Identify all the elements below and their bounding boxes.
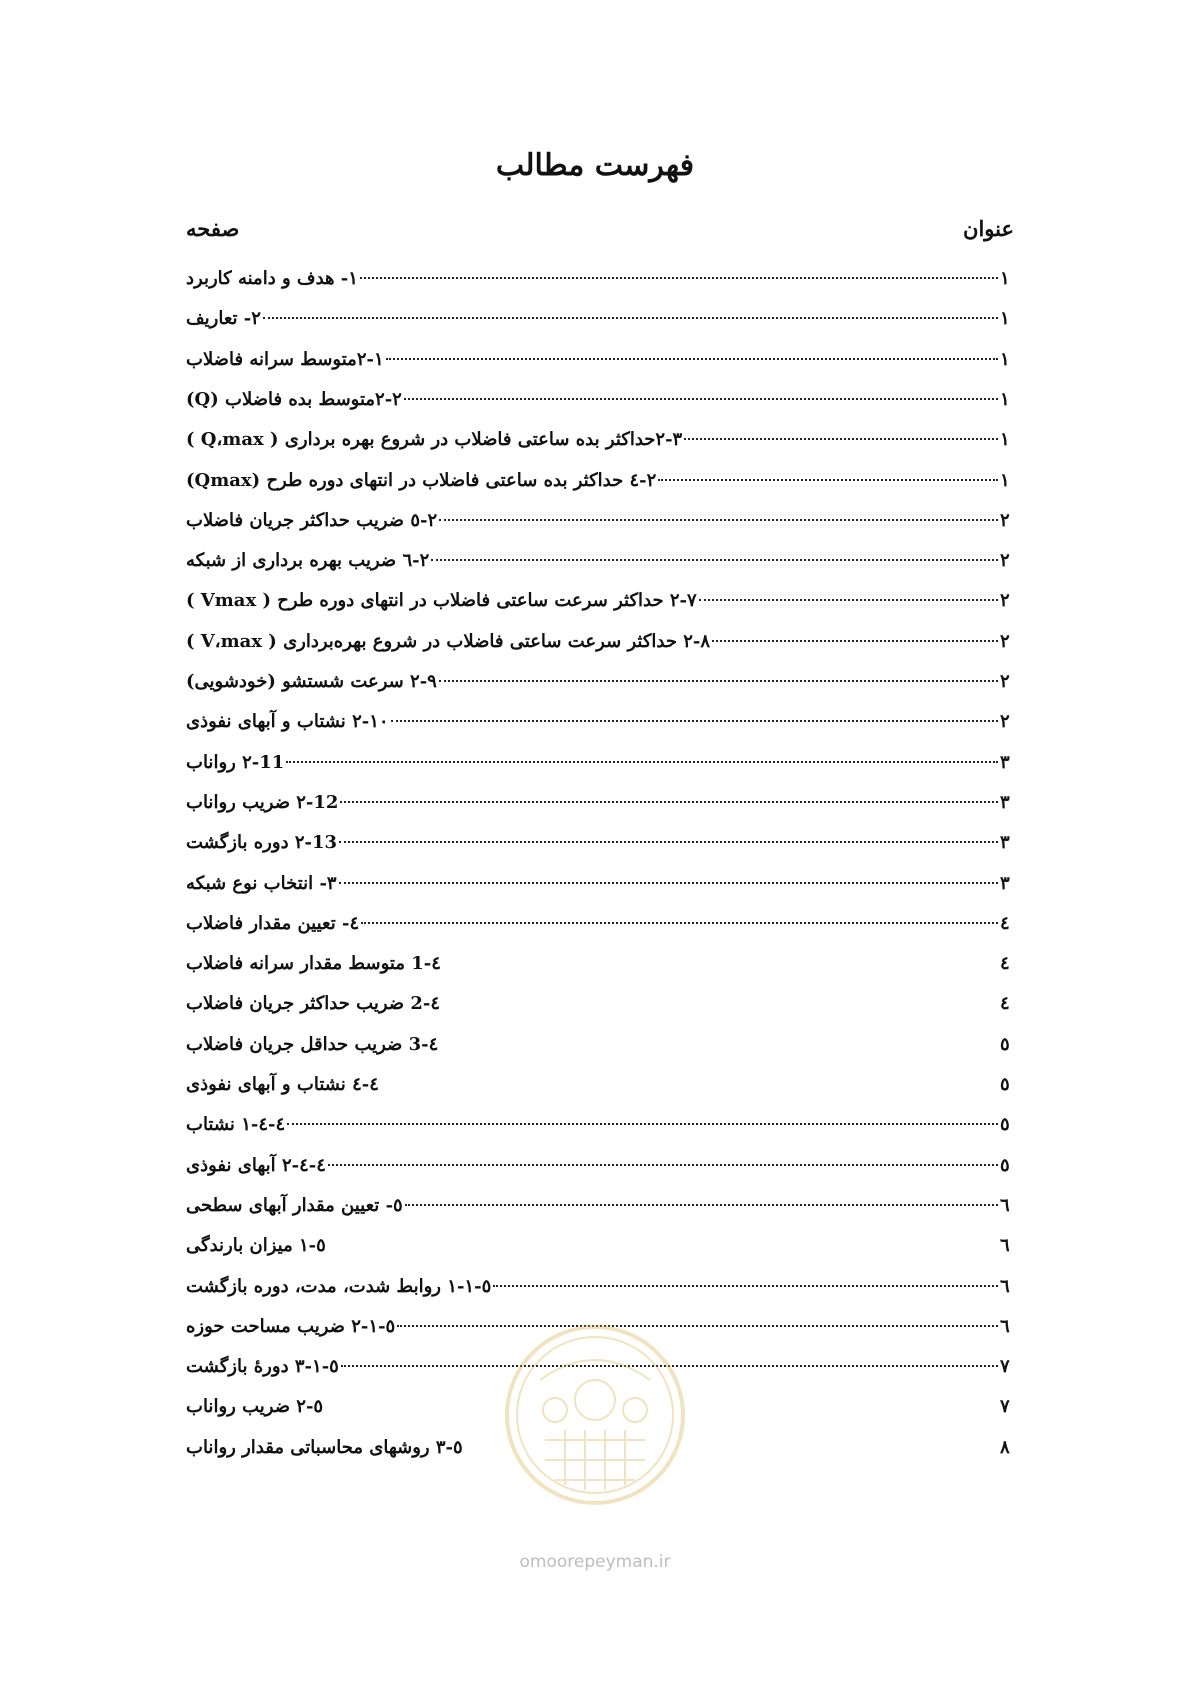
- toc-entry-title: ۲-۲متوسط بده فاضلاب (Q): [186, 388, 402, 410]
- toc-entry[interactable]: [186, 1195, 1014, 1225]
- dot-leader: [439, 519, 998, 521]
- toc-entry-page-number: ۸: [1000, 1436, 1010, 1458]
- toc-entry-page-number: ٦: [1000, 1315, 1010, 1337]
- watermark-url: omoorepeyman.ir: [519, 1552, 671, 1572]
- toc-entry-title: ۲-۱متوسط سرانه فاضلاب: [186, 348, 384, 370]
- toc-entry-title: ٤-1 متوسط مقدار سرانه فاضلاب: [186, 953, 441, 975]
- toc-entry-title: ۲-۳حداکثر بده ساعتی فاضلاب در شروع بهره برداری ( Q،max ): [186, 429, 683, 451]
- toc-entry-title: ٥-١-٣ دورهٔ بازگشت: [186, 1356, 339, 1378]
- toc-entry-page-number: ۷: [1000, 1356, 1010, 1378]
- toc-entry-title: ٥- تعیین مقدار آبهای سطحی: [186, 1194, 403, 1216]
- toc-entry[interactable]: [186, 1114, 1014, 1144]
- page-title: فهرست مطالب: [495, 148, 695, 183]
- toc-entry[interactable]: [186, 429, 1014, 459]
- dot-leader: [263, 317, 998, 319]
- page-column-heading: صفحه: [186, 216, 240, 241]
- toc-entry-page-number: ٥: [1000, 1114, 1010, 1136]
- toc-entry-page-number: ٥: [1000, 1074, 1010, 1095]
- toc-entry[interactable]: [186, 389, 1014, 419]
- toc-entry-title: ۲- تعاریف: [186, 308, 261, 330]
- toc-entry-title: ۲-٦ ضریب بهره برداری از شبکه: [186, 550, 430, 572]
- toc-entry-page-number: ٤: [1000, 912, 1010, 934]
- toc-entry-page-number: ۲: [1000, 509, 1010, 531]
- toc-entry-page-number: ۲: [1000, 590, 1010, 612]
- toc-entry-title: ٥-١ میزان بارندگی: [186, 1235, 326, 1257]
- toc-entry-page-number: ٤: [1000, 993, 1010, 1015]
- dot-leader: [404, 398, 998, 400]
- toc-entry-title: ٥-٢ ضریب رواناب: [186, 1396, 324, 1418]
- toc-entry[interactable]: [186, 1276, 1014, 1306]
- dot-leader: [397, 1325, 998, 1327]
- toc-entry[interactable]: [186, 752, 1014, 782]
- toc-entry[interactable]: [186, 308, 1014, 338]
- toc-entry-page-number: ٥: [1000, 1033, 1010, 1055]
- toc-entry[interactable]: [186, 873, 1014, 903]
- toc-entry[interactable]: [186, 470, 1014, 500]
- toc-entry[interactable]: [186, 1155, 1014, 1185]
- toc-header: [186, 216, 1014, 248]
- toc-entry-page-number: ۱: [1000, 469, 1010, 491]
- toc-entry-title: ٤-2 ضریب حداکثر جریان فاضلاب: [186, 993, 440, 1015]
- dot-leader: [328, 1164, 998, 1166]
- dot-leader: [684, 438, 998, 440]
- toc-entry-title: ٥-٣ روشهای محاسباتی مقدار رواناب: [186, 1436, 463, 1458]
- toc-entry-title: ۲-۹ سرعت شستشو (خودشویی): [186, 671, 437, 692]
- dot-leader: [339, 882, 998, 884]
- dot-leader: [360, 277, 998, 279]
- dot-leader: [405, 1204, 998, 1206]
- toc-entry-page-number: ۳: [1000, 751, 1010, 773]
- seal-logo-icon: [500, 1320, 690, 1510]
- toc-entry-title: ۲-12 ضریب رواناب: [186, 791, 339, 813]
- toc-entry[interactable]: [186, 590, 1014, 620]
- toc-entry-page-number: ۲: [1000, 550, 1010, 572]
- toc-entry-page-number: ٦: [1000, 1194, 1010, 1216]
- toc-entry-title: ۲-11 رواناب: [186, 751, 285, 773]
- dot-leader: [431, 559, 998, 561]
- toc-entry-title: ۲-۸ حداکثر سرعت ساعتی فاضلاب در شروع بهره‌برداری ( V،max ): [186, 630, 711, 652]
- toc-entry-title: ۲-۱۰ نشتاب و آبهای نفوذی: [186, 711, 389, 733]
- dot-leader: [439, 680, 998, 682]
- toc-entry-page-number: ۳: [1000, 791, 1010, 813]
- dot-leader: [712, 640, 998, 642]
- toc-entry-title: ۲-٥ ضریب حداکثر جریان فاضلاب: [186, 509, 438, 531]
- toc-entry[interactable]: [186, 268, 1014, 298]
- toc-entry-page-number: ۱: [1000, 348, 1010, 370]
- toc-entry-page-number: ۲: [1000, 630, 1010, 652]
- toc-entry-page-number: ۱: [1000, 268, 1010, 289]
- toc-entry[interactable]: [186, 792, 1014, 822]
- dot-leader: [361, 922, 998, 924]
- toc-entry-page-number: ٦: [1000, 1275, 1010, 1297]
- dot-leader: [287, 1123, 998, 1125]
- toc-entry-page-number: ۲: [1000, 671, 1010, 692]
- toc-entry[interactable]: [186, 550, 1014, 580]
- dot-leader: [493, 1285, 998, 1287]
- toc-entry-title: ۱- هدف و دامنه کاربرد: [186, 268, 358, 289]
- toc-entry-title: ۲-13 دوره بازگشت: [186, 832, 338, 854]
- dot-leader: [391, 720, 998, 722]
- toc-entry-page-number: ۳: [1000, 872, 1010, 894]
- toc-entry[interactable]: [186, 711, 1014, 741]
- toc-entry[interactable]: [186, 510, 1014, 540]
- toc-entry[interactable]: [186, 1034, 1014, 1064]
- toc-entry[interactable]: [186, 993, 1014, 1023]
- toc-entry-page-number: ۱: [1000, 308, 1010, 330]
- dot-leader: [658, 479, 998, 481]
- toc-entry-title: ٤-٤-١ نشتاب: [186, 1114, 286, 1136]
- dot-leader: [286, 761, 998, 763]
- dot-leader: [340, 801, 998, 803]
- toc-entry-title: ٤-٤-٢ آبهای نفوذی: [186, 1154, 326, 1176]
- toc-entry-page-number: ٥: [1000, 1154, 1010, 1176]
- toc-entry-page-number: ۷: [1000, 1396, 1010, 1418]
- toc-entry[interactable]: [186, 631, 1014, 661]
- toc-entry-page-number: ۱: [1000, 388, 1010, 410]
- toc-entry-title: ۳- انتخاب نوع شبکه: [186, 872, 337, 894]
- toc-entry-title: ٤-3 ضریب حداقل جریان فاضلاب: [186, 1033, 439, 1055]
- toc-entry-title: ٥-١-١ روابط شدت، مدت، دوره بازگشت: [186, 1275, 492, 1297]
- dot-leader: [339, 841, 998, 843]
- toc-entry-page-number: ۱: [1000, 429, 1010, 451]
- toc-entry[interactable]: [186, 671, 1014, 701]
- title-column-heading: عنوان: [963, 216, 1014, 241]
- toc-entry-title: ۲-٤ حداکثر بده ساعتی فاضلاب در انتهای دوره طرح (Qmax): [186, 469, 657, 491]
- toc-entry[interactable]: [186, 913, 1014, 943]
- toc-entry-page-number: ۲: [1000, 711, 1010, 733]
- toc-entry-title: ۲-۷ حداکثر سرعت ساعتی فاضلاب در انتهای دوره طرح ( Vmax ): [186, 590, 697, 612]
- toc-entry-title: ٤- تعیین مقدار فاضلاب: [186, 912, 360, 934]
- toc-entry-page-number: ٤: [1000, 953, 1010, 975]
- dot-leader: [699, 599, 998, 601]
- toc-entry[interactable]: [186, 1074, 1014, 1104]
- toc-entry-title: ٥-١-٢ ضریب مساحت حوزه: [186, 1315, 396, 1337]
- toc-entry-page-number: ۳: [1000, 832, 1010, 854]
- toc-entry[interactable]: [186, 832, 1014, 862]
- toc-entry[interactable]: [186, 953, 1014, 983]
- dot-leader: [386, 358, 998, 360]
- toc-entry[interactable]: [186, 1235, 1014, 1265]
- toc-entry[interactable]: [186, 349, 1014, 379]
- toc-entry-title: ٤-٤ نشتاب و آبهای نفوذی: [186, 1074, 379, 1095]
- toc-entry-page-number: ٦: [1000, 1235, 1010, 1257]
